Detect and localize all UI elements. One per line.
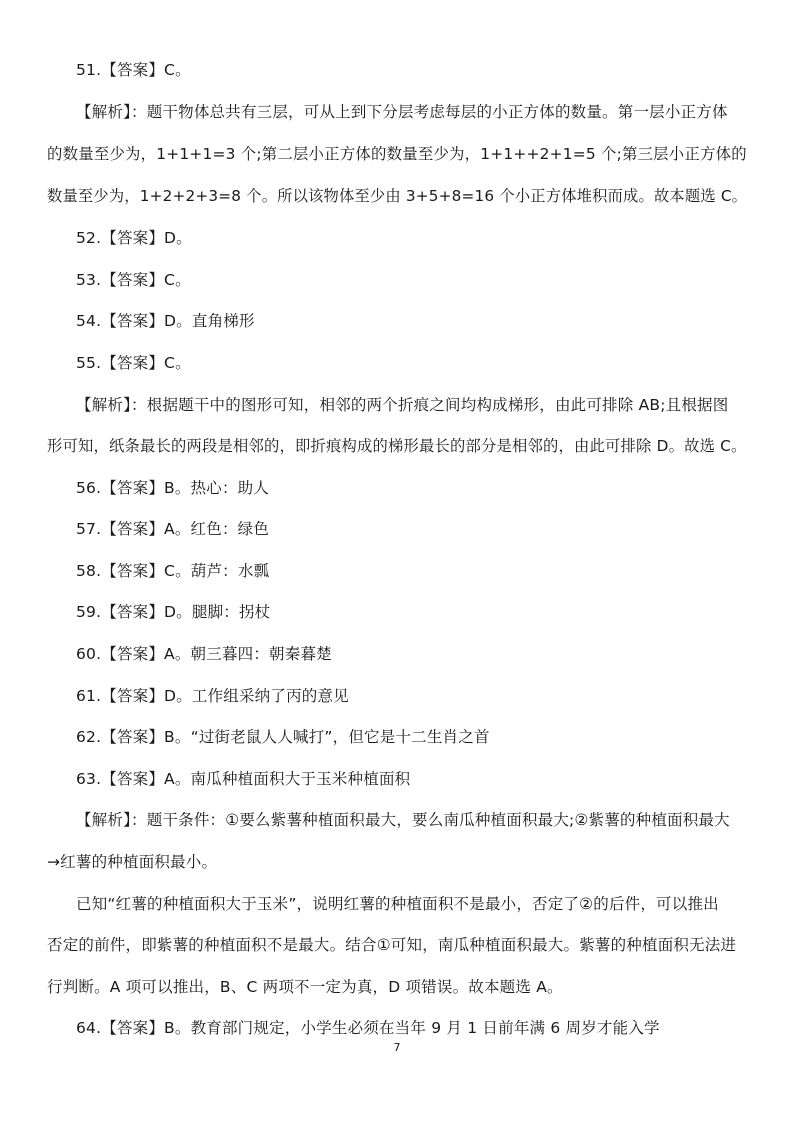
answer-53: 53.【答案】C。 <box>76 271 191 289</box>
analysis-51-line-3: 数量至少为，1+2+2+3=8 个。所以该物体至少由 3+5+8=16 个小正方体堆积而成。故本题选 C。 <box>47 187 748 205</box>
analysis-63-line-2: →红薯的种植面积最小。 <box>47 853 218 871</box>
answer-60: 60.【答案】A。朝三暮四：朝秦暮楚 <box>76 645 332 663</box>
answer-59: 59.【答案】D。腿脚：拐杖 <box>76 603 271 621</box>
answer-52: 52.【答案】D。 <box>76 229 192 247</box>
answer-56: 56.【答案】B。热心：助人 <box>76 479 270 497</box>
answer-62: 62.【答案】B。“过街老鼠人人喊打”，但它是十二生肖之首 <box>76 728 490 746</box>
analysis-63-line-3: 已知“红薯的种植面积大于玉米”，说明红薯的种植面积不是最小，否定了②的后件，可以推出 <box>76 895 719 913</box>
answer-61: 61.【答案】D。工作组采纳了丙的意见 <box>76 687 349 705</box>
answer-64: 64.【答案】B。教育部门规定，小学生必须在当年 9 月 1 日前年满 6 周岁才能入学 <box>76 1019 660 1037</box>
analysis-63-line-5: 行判断。A 项可以推出，B、C 两项不一定为真，D 项错误。故本题选 A。 <box>47 978 563 996</box>
analysis-63-line-4: 否定的前件，即紫薯的种植面积不是最大。结合①可知，南瓜种植面积最大。紫薯的种植面积无法进 <box>47 936 737 954</box>
analysis-51-line-2: 的数量至少为，1+1+1=3 个;第二层小正方体的数量至少为，1+1++2+1=5 个;第三层小正方体的 <box>47 145 747 163</box>
answer-51: 51.【答案】C。 <box>76 61 191 79</box>
answer-58: 58.【答案】C。葫芦：水瓢 <box>76 562 270 580</box>
analysis-51-line-1: 【解析】：题干物体总共有三层，可从上到下分层考虑每层的小正方体的数量。第一层小正方体 <box>76 103 728 121</box>
analysis-63-line-1: 【解析】：题干条件：①要么紫薯种植面积最大，要么南瓜种植面积最大;②紫薯的种植面积最大 <box>76 811 730 829</box>
analysis-55-line-2: 形可知，纸条最长的两段是相邻的，即折痕构成的梯形最长的部分是相邻的，由此可排除 D。故选 C。 <box>47 437 747 455</box>
answer-63: 63.【答案】A。南瓜种植面积大于玉米种植面积 <box>76 770 411 788</box>
page-number: 7 <box>393 1041 401 1054</box>
answer-54: 54.【答案】D。直角梯形 <box>76 312 255 330</box>
analysis-55-line-1: 【解析】：根据题干中的图形可知，相邻的两个折痕之间均构成梯形，由此可排除 AB;且根据图 <box>76 396 729 414</box>
answer-57: 57.【答案】A。红色：绿色 <box>76 520 270 538</box>
answer-55: 55.【答案】C。 <box>76 354 191 372</box>
